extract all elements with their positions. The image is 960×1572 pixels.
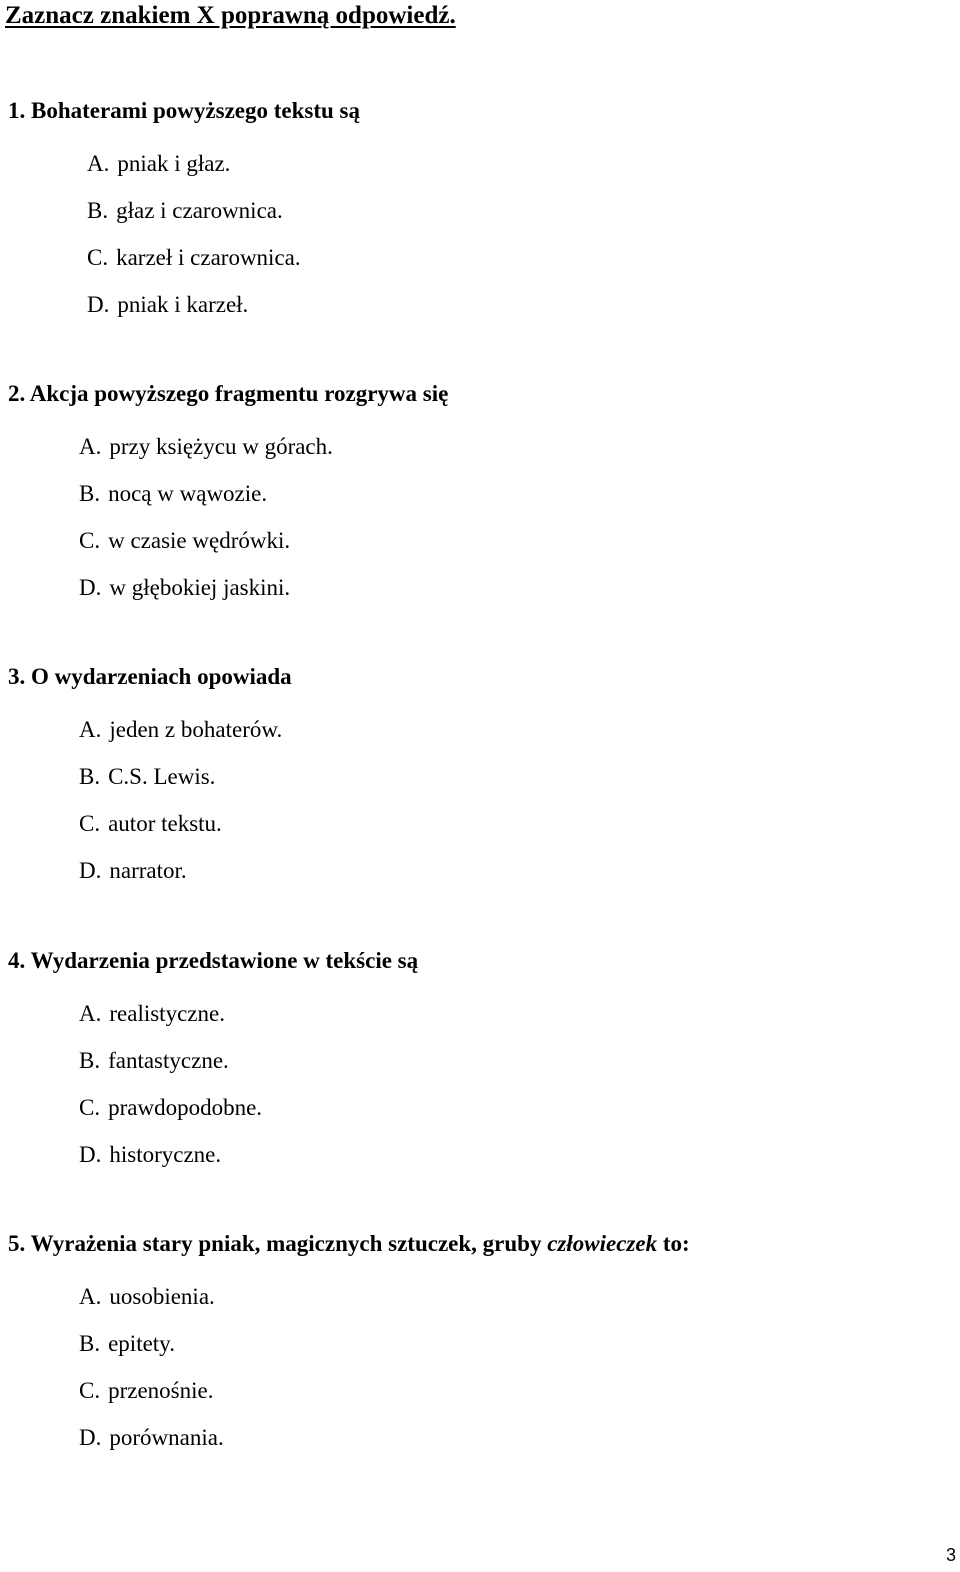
option-letter: D. [87, 292, 110, 317]
question-prompt: Wydarzenia przedstawione w tekście są [30, 948, 419, 973]
option-text: realistyczne. [109, 1001, 225, 1026]
options-list [8, 140, 948, 328]
question-prompt: Akcja powyższego fragmentu rozgrywa się [29, 381, 449, 406]
options-list [8, 423, 948, 611]
option-c[interactable] [79, 800, 948, 847]
option-b[interactable] [79, 753, 948, 800]
option-text: głaz i czarownica. [116, 198, 283, 223]
option-a[interactable] [87, 140, 948, 187]
question-prompt: Bohaterami powyższego tekstu są [31, 98, 360, 123]
option-letter: A. [79, 717, 102, 742]
option-d[interactable] [79, 564, 948, 611]
question-prompt: O wydarzeniach opowiada [31, 664, 292, 689]
option-text: pniak i karzeł. [117, 292, 249, 317]
option-text: przenośnie. [108, 1378, 214, 1403]
question-3 [8, 662, 948, 894]
option-letter: D. [79, 858, 102, 883]
question-2 [8, 379, 948, 611]
question-number: 1. [8, 98, 26, 123]
options-list [8, 1273, 948, 1461]
option-letter: D. [79, 1425, 102, 1450]
option-text: nocą w wąwozie. [108, 481, 268, 506]
option-letter: B. [79, 764, 101, 789]
option-text: historyczne. [109, 1142, 222, 1167]
question-1 [8, 96, 948, 328]
option-a[interactable] [79, 1273, 948, 1320]
question-text [8, 379, 948, 409]
option-text: w głębokiej jaskini. [109, 575, 291, 600]
option-letter: C. [79, 1378, 101, 1403]
page-heading: Zaznacz znakiem X poprawną odpowiedź. [5, 2, 456, 29]
page-number: 3 [945, 1545, 956, 1565]
option-text: narrator. [109, 858, 187, 883]
option-b[interactable] [87, 187, 948, 234]
option-letter: D. [79, 575, 102, 600]
option-text: epitety. [108, 1331, 175, 1356]
option-b[interactable] [79, 1037, 948, 1084]
option-text: karzeł i czarownica. [116, 245, 301, 270]
question-prompt-italic: człowieczek [547, 1231, 658, 1256]
option-d[interactable] [79, 1131, 948, 1178]
option-letter: A. [87, 151, 110, 176]
option-letter: B. [87, 198, 109, 223]
option-text: w czasie wędrówki. [108, 528, 291, 553]
question-text [8, 662, 948, 692]
option-letter: A. [79, 434, 102, 459]
question-number: 4. [8, 948, 26, 973]
option-b[interactable] [79, 1320, 948, 1367]
question-text [8, 946, 948, 976]
option-letter: D. [79, 1142, 102, 1167]
option-letter: A. [79, 1284, 102, 1309]
question-4 [8, 946, 948, 1178]
option-a[interactable] [79, 706, 948, 753]
question-number: 5. [8, 1231, 26, 1256]
option-text: przy księżycu w górach. [109, 434, 333, 459]
option-text: pniak i głaz. [117, 151, 231, 176]
option-text: autor tekstu. [108, 811, 222, 836]
option-letter: B. [79, 481, 101, 506]
option-c[interactable] [87, 234, 948, 281]
option-text: uosobienia. [109, 1284, 215, 1309]
option-a[interactable] [79, 423, 948, 470]
option-text: C.S. Lewis. [108, 764, 216, 789]
option-text: fantastyczne. [108, 1048, 229, 1073]
option-text: prawdopodobne. [108, 1095, 263, 1120]
option-letter: B. [79, 1331, 101, 1356]
option-a[interactable] [79, 990, 948, 1037]
option-c[interactable] [79, 1084, 948, 1131]
question-prompt: Wyrażenia stary pniak, magicznych sztuczek, gruby [30, 1231, 542, 1256]
option-c[interactable] [79, 1367, 948, 1414]
question-text [8, 96, 948, 126]
question-5 [8, 1229, 948, 1461]
option-letter: C. [79, 811, 101, 836]
option-letter: B. [79, 1048, 101, 1073]
option-d[interactable] [87, 281, 948, 328]
option-letter: C. [87, 245, 109, 270]
question-number: 3. [8, 664, 26, 689]
question-number: 2. [8, 381, 26, 406]
option-letter: A. [79, 1001, 102, 1026]
option-letter: C. [79, 1095, 101, 1120]
options-list [8, 990, 948, 1178]
question-text [8, 1229, 948, 1259]
option-text: jeden z bohaterów. [109, 717, 283, 742]
option-d[interactable] [79, 847, 948, 894]
option-text: porównania. [109, 1425, 224, 1450]
option-d[interactable] [79, 1414, 948, 1461]
option-b[interactable] [79, 470, 948, 517]
option-letter: C. [79, 528, 101, 553]
option-c[interactable] [79, 517, 948, 564]
options-list [8, 706, 948, 894]
question-prompt-end: to: [662, 1231, 690, 1256]
